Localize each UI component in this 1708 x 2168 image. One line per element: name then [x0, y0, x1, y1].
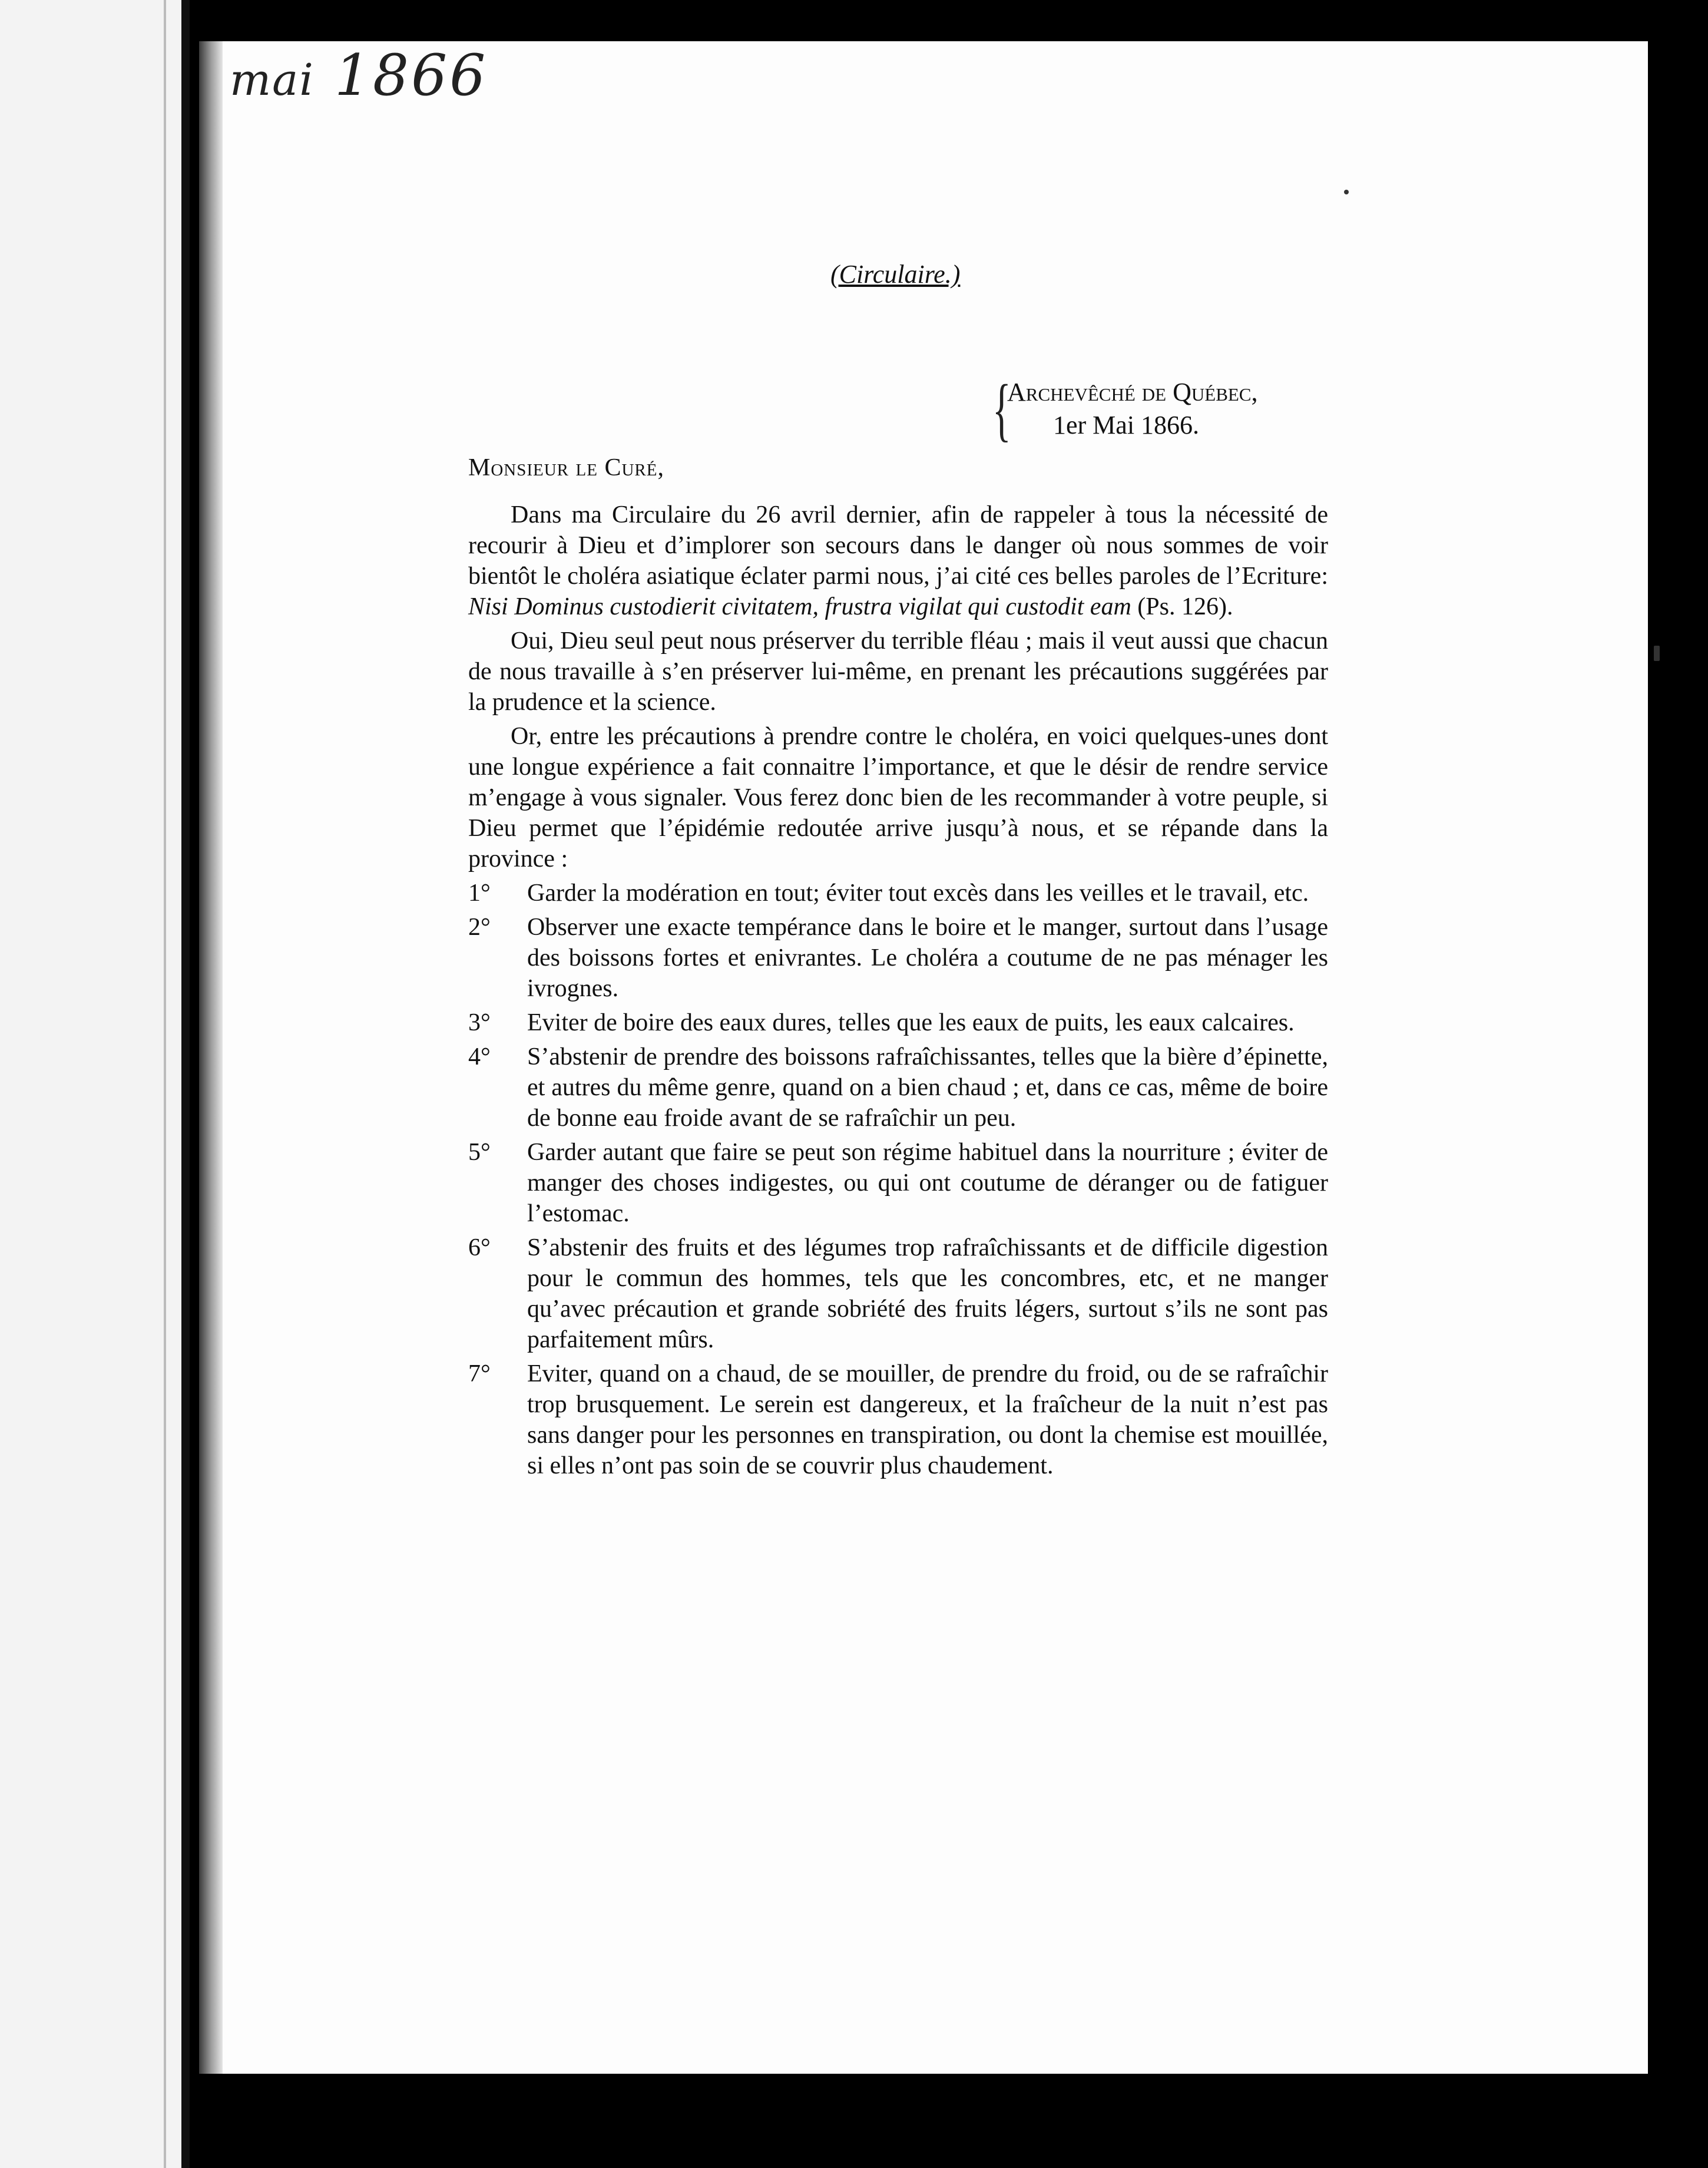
item-text: Garder la modération en tout; éviter tout excès dans les veilles et le travail, etc. [527, 880, 1309, 907]
item-number: 4° [468, 1043, 491, 1070]
item-text: Observer une exacte tempérance dans le boire et le manger, surtout dans l’usage des boissons fortes et enivrantes. Le choléra a coutume de ne pas ménager les ivrognes. [527, 914, 1328, 1002]
previous-page-edge [0, 0, 190, 2168]
precautions-list [468, 878, 1328, 1481]
item-text: S’abstenir de prendre des boissons rafraîchissantes, telles que la bière d’épinette, et autres du même genre, quand on a bien chaud ; et, dans ce cas, même de boire de bonne eau froide avant de se rafraîchir un peu. [527, 1043, 1328, 1132]
item-number: 7° [468, 1360, 491, 1387]
header-date: 1er Mai 1866. [1053, 411, 1200, 439]
annotation-year: 1866 [334, 42, 488, 108]
list-item [468, 1042, 1328, 1133]
header-place: Archevêché de Québec, [1007, 378, 1258, 406]
list-item [468, 1232, 1328, 1355]
scan-speck [1654, 646, 1660, 661]
scan-speck [1344, 190, 1349, 194]
item-text: Eviter de boire des eaux dures, telles que les eaux de puits, les eaux calcaires. [527, 1009, 1295, 1036]
list-item [468, 1359, 1328, 1481]
document-title: (Circulaire.) [830, 260, 961, 289]
item-text: S’abstenir des fruits et des légumes trop rafraîchissants et de difficile digestion pour le commun des hommes, tels que les concombres, etc, et ne manger qu’avec précaution et grande sobriété des fruits légers, surtout s’ils ne sont pas parfaitement mûrs. [527, 1234, 1328, 1353]
handwritten-date-annotation [230, 42, 488, 108]
salutation: Monsieur le Curé, [468, 454, 664, 481]
paragraph-1: Dans ma Circulaire du 26 avril dernier, afin de rappeler à tous la nécessité de recourir à Dieu et d’implorer son secours dans le danger où nous sommes de voir bientôt le choléra asiatique éclater parmi nous, j’ai cité ces belles paroles de l’Ecriture: Nisi Dominus custodierit civitatem, frustra vigilat qui custodit eam (Ps. 126). [468, 501, 1328, 620]
paragraph-2: Oui, Dieu seul peut nous préserver du terrible fléau ; mais il veut aussi que chacun de nous travaille à s’en préserver lui-même, en prenant les précautions suggérées par la prudence et la science. [468, 627, 1328, 716]
letter-body [468, 500, 1328, 1485]
item-number: 5° [468, 1139, 491, 1166]
item-number: 1° [468, 880, 491, 907]
list-item [468, 912, 1328, 1004]
item-number: 3° [468, 1009, 491, 1036]
latin-quote: Nisi Dominus custodierit civitatem, frustra vigilat qui custodit eam [468, 593, 1131, 620]
item-text: Garder autant que faire se peut son régime habituel dans la nourriture ; éviter de manger des choses indigestes, ou qui ont coutume de déranger ou de fatiguer l’estomac. [527, 1139, 1328, 1227]
item-number: 2° [468, 914, 491, 941]
header-brace: { [992, 370, 1011, 448]
page-shadow [199, 41, 223, 2074]
item-text: Eviter, quand on a chaud, de se mouiller, de prendre du froid, ou de se rafraîchir trop brusquement. Le serein est dangereux, et la fraîcheur de la nuit n’est pas sans danger pour les personnes en transpiration, ou dont la chemise est mouillée, si elles n’ont pas soin de se couvrir plus chaudement. [527, 1360, 1328, 1479]
list-item [468, 1137, 1328, 1229]
item-number: 6° [468, 1234, 491, 1261]
page-crease [164, 0, 166, 2168]
list-item [468, 878, 1328, 908]
paragraph-3: Or, entre les précautions à prendre contre le choléra, en voici quelques-unes dont une longue expérience a fait connaitre l’importance, et que le désir de rendre service m’engage à vous signaler. Vous ferez donc bien de les recommander à votre peuple, si Dieu permet que l’épidémie redoutée arrive jusqu’à nous, et se répande dans la province : [468, 723, 1328, 873]
annotation-month: mai [230, 55, 315, 105]
page-gutter [181, 0, 190, 2168]
list-item [468, 1007, 1328, 1038]
